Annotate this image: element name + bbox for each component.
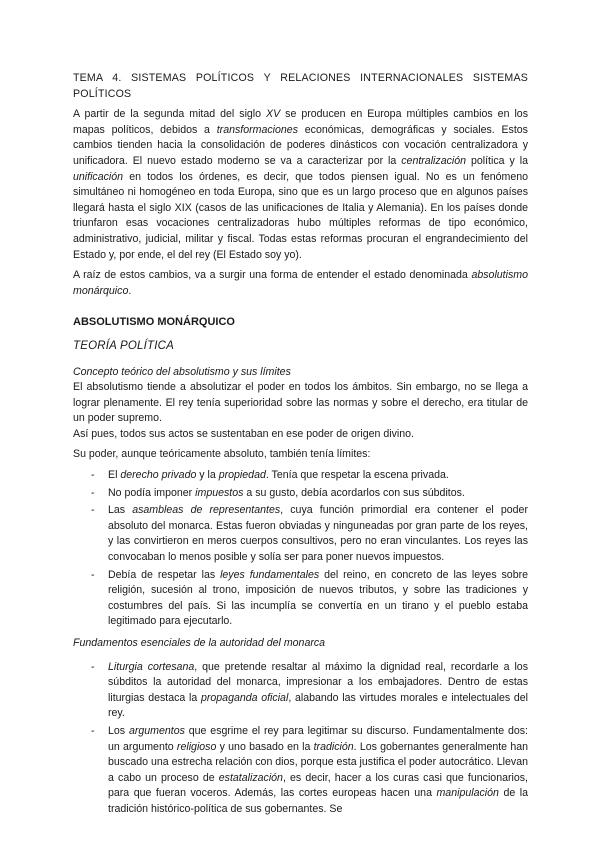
- text-run: a su gusto, debía acordarlos con sus súbditos.: [243, 486, 465, 499]
- list-item: [73, 724, 528, 818]
- italic-term: impuestos: [195, 486, 244, 499]
- text-run: .: [128, 284, 132, 297]
- text-run: , que pretende resaltar al máximo la dignidad real, recordarle a los súbditos la autoridad del monarca, impresionar a los embajadores. Dentro de estas liturgias destaca la: [108, 660, 528, 704]
- text-run: El: [108, 469, 121, 482]
- italic-term: absolutismo monárquico: [73, 269, 528, 297]
- limits-intro: Su poder, aunque teóricamente absoluto, también tenía límites:: [73, 448, 371, 461]
- italic-term: propiedad: [218, 469, 266, 482]
- concept-paragraph: El absolutismo tiende a absolutizar el poder en todos los ámbitos. Sin embargo, no se llega a lograr plenamente. El rey tenía superioridad sobre las normas y sobre el derecho, era titular de un poder supremo.: [73, 381, 528, 425]
- document-body: [73, 71, 528, 820]
- text-run: , es decir, hacer a los curas casi que funcionarios, para que fueran voceros. Además, las cortes europeas hacen una: [108, 771, 528, 800]
- italic-term: leyes fundamentales: [220, 568, 320, 581]
- italic-term: centralización: [401, 154, 467, 167]
- dash-bullet: -: [91, 486, 95, 499]
- text-run: en todos los órdenes, es decir, que todos piensen igual. No es un fenómeno simultáneo ni homogéneo en toda Europa, sino que es un largo proceso que en algunos países llegará hasta el siglo XIX (casos de las unificaciones de Italia y Alemania). En los países donde triunfaron esas vocaciones centralizadoras hubo múltiples reformas de tipo económico, administrativo, judicial, militar y fiscal. Todas estas reformas procuran el engrandecimiento del Estado y, por ende, el del rey (El Estado soy yo).: [73, 170, 528, 261]
- text-run: del reino, en concreto de las leyes sobre religión, sucesión al trono, imposición de nuevos tributos, y sobre las tradiciones y costumbres del país. Si las incumplía se convertía en un tirano y el pueblo estaba legitimado para ejecutarlo.: [108, 568, 529, 628]
- subsection-heading: TEORÍA POLÍTICA: [73, 339, 174, 352]
- list-item: [73, 503, 528, 565]
- dash-bullet: -: [91, 469, 95, 482]
- italic-term: XV: [266, 108, 281, 121]
- italic-term: derecho privado: [120, 469, 197, 482]
- italic-term: unificación: [73, 170, 124, 183]
- text-run: A partir de la segunda mitad del siglo: [73, 108, 267, 121]
- text-run: No podía imponer: [108, 486, 196, 499]
- text-run: política y la: [466, 154, 528, 167]
- italic-term: tradición: [313, 740, 354, 753]
- italic-term: manipulación: [436, 787, 499, 800]
- italic-term: estatalización: [218, 771, 283, 784]
- foundations-list: [73, 660, 528, 818]
- list-item: [73, 486, 528, 502]
- text-run: económicas, demográficas y sociales. Estos cambios tienden hacia la consolidación de poderes dinásticos con vocación centralizadora y unificadora. El nuevo estado moderno se va a caracterizar por la: [73, 123, 528, 167]
- list-item: [73, 660, 528, 722]
- text-run: y uno basado en la: [216, 740, 314, 753]
- dash-bullet: -: [91, 724, 95, 737]
- raiz-paragraph: [73, 268, 528, 299]
- italic-term: propaganda oficial: [200, 691, 289, 704]
- italic-term: Liturgia cortesana: [108, 660, 195, 673]
- italic-term: religioso: [176, 740, 217, 753]
- section-heading: ABSOLUTISMO MONÁRQUICO: [73, 316, 235, 329]
- text-run: Los: [108, 724, 129, 737]
- list-item: [73, 568, 528, 630]
- text-run: . Los gobernantes generalmente han buscado una estrecha relación con dios, porque esta justifica el poder autocrático. Llevan a cabo un proceso de: [108, 740, 528, 784]
- text-run: , alabando las virtudes morales e intelectuales del rey.: [108, 691, 528, 720]
- divine-paragraph: Así pues, todos sus actos se sustentaban en ese poder de origen divino.: [73, 427, 414, 440]
- foundations-heading: Fundamentos esenciales de la autoridad del monarca: [73, 637, 326, 649]
- dash-bullet: -: [91, 504, 95, 517]
- text-run: A raíz de estos cambios, va a surgir una forma de entender el estado denominada: [73, 269, 472, 282]
- italic-term: transformaciones: [216, 123, 298, 136]
- text-run: y la: [196, 469, 219, 482]
- concept-heading: Concepto teórico del absolutismo y sus límites: [73, 365, 291, 378]
- text-run: que esgrime el rey para legitimar su discurso. Fundamentalmente dos: un argumento: [108, 724, 528, 753]
- limits-list: [73, 468, 528, 630]
- text-run: Debía de respetar las: [108, 568, 221, 581]
- dash-bullet: -: [91, 568, 95, 581]
- dash-bullet: -: [91, 660, 95, 673]
- italic-term: argumentos: [128, 724, 185, 737]
- text-run: se producen en Europa múltiples cambios en los mapas políticos, debidos a: [73, 108, 528, 136]
- text-run: Las: [108, 504, 133, 517]
- text-run: de la tradición histórico-política de sus gobernantes. Se: [108, 787, 528, 815]
- intro-paragraph: [73, 107, 528, 263]
- text-run: , cuya función primordial era contener el poder absoluto del monarca. Estas fueron obviadas y ninguneadas por gran parte de los reyes, y las convirtieron en meros cuerpos consultivos, pero no eran vinculantes. Los reyes las convocaban lo menos posible y solía ser para poner nuevos impuestos.: [108, 504, 528, 564]
- italic-term: asambleas de representantes: [132, 504, 281, 517]
- text-run: . Tenía que respetar la escena privada.: [265, 469, 449, 482]
- list-item: [73, 468, 528, 484]
- page-title: TEMA 4. SISTEMAS POLÍTICOS Y RELACIONES INTERNACIONALES SISTEMAS POLÍTICOS: [73, 72, 528, 100]
